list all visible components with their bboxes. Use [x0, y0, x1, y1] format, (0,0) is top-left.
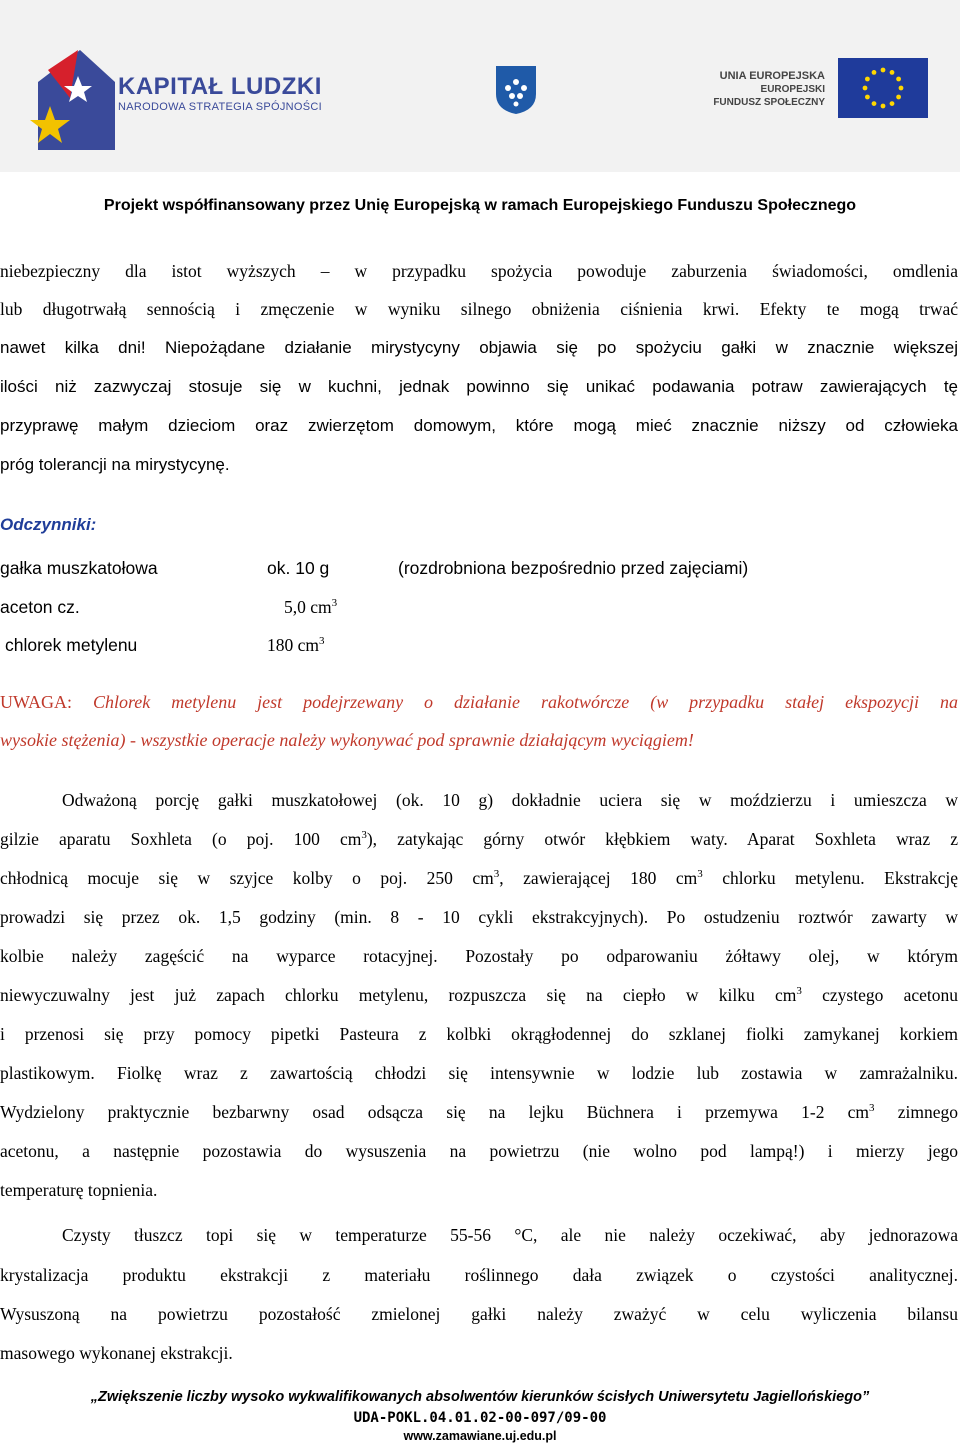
eu-line-3: FUNDUSZ SPOŁECZNY: [713, 97, 825, 108]
reagent-amount-exp: 3: [319, 635, 325, 648]
eu-star-icon: [865, 95, 870, 100]
eu-star-icon: [896, 95, 901, 100]
reagent-amount-value: 5,0 cm: [284, 597, 332, 617]
final-line: krystalizacja produktu ekstrakcji z materiału roślinnego dała związek o czystości analitycznej.: [0, 1265, 958, 1285]
final-line: Czysty tłuszcz topi się w temperaturze 55-56 °C, ale nie należy oczekiwać, aby jednorazowa: [62, 1225, 958, 1245]
intro-line: ilości niż zazwyczaj stosuje się w kuchni, jednak powinno się unikać podawania potraw zawierających tę: [0, 377, 958, 396]
warning-line: wysokie stężenia) - wszystkie operacje należy wykonywać pod sprawnie działającym wyciągiem!: [0, 730, 694, 750]
intro-line: nawet kilka dni! Niepożądane działanie mirystycyny objawia się po spożyciu gałki w znacznie większej: [0, 338, 958, 357]
eu-star-icon: [890, 70, 895, 75]
reagent-note: (rozdrobniona bezpośrednio przed zajęciami): [398, 558, 749, 578]
procedure-line: Wydzielony praktycznie bezbarwny osad odsącza się na lejku Büchnera i przemywa 1-2 $cm^3$ zimnego: [0, 1102, 958, 1122]
eu-star-icon: [865, 77, 870, 82]
procedure-line: kolbie należy zagęścić na wyparce rotacyjnej. Pozostały po odparowaniu żółtawy olej, w którym: [0, 946, 958, 966]
procedure-line: acetonu, a następnie pozostawia do wysuszenia na powietrzu (nie wolno pod lampą!) i mierzy jego: [0, 1141, 958, 1161]
kapital-ludzki-subtitle: NARODOWA STRATEGIA SPÓJNOŚCI: [118, 101, 322, 113]
footer-website: www.zamawiane.uj.edu.pl: [403, 1429, 557, 1443]
kapital-ludzki-title: KAPITAŁ LUDZKI: [118, 73, 322, 100]
eu-star-icon: [881, 104, 886, 109]
warning-label: UWAGA:: [0, 692, 72, 712]
reagent-amount-exp: 3: [331, 597, 338, 610]
intro-line: próg tolerancji na mirystycynę.: [0, 455, 230, 474]
eu-star-icon: [896, 77, 901, 82]
eu-star-icon: [881, 68, 886, 73]
final-line: Wysuszoną na powietrzu pozostałość zmielonej gałki należy zważyć w celu wyliczenia bilansu: [0, 1304, 958, 1324]
intro-line: przyprawę małym dzieciom oraz zwierzętom domowym, które mogą mieć znacznie niższy od człowieka: [0, 416, 958, 435]
procedure-line: prowadzi się przez ok. 1,5 godziny (min. 8 - 10 cykli ekstrakcyjnych). Po ostudzeniu roztwór zawarty w: [0, 907, 958, 927]
warning-text: Chlorek metylenu jest podejrzewany o działanie rakotwórcze (w przypadku stałej ekspozycji na: [72, 692, 958, 712]
reagent-name: chlorek metylenu: [5, 635, 138, 655]
procedure-line: temperaturę topnienia.: [0, 1180, 158, 1200]
footer-project-title: „Zwiększenie liczby wysoko wykwalifikowanych absolwentów kierunków ścisłych Uniwersytetu Jagiellońskiego”: [90, 1389, 870, 1405]
eu-line-2: EUROPEJSKI: [760, 84, 825, 95]
eu-star-icon: [899, 86, 904, 91]
uj-emblem-icon: [494, 64, 538, 116]
final-line: masowego wykonanej ekstrakcji.: [0, 1343, 233, 1363]
reagent-amount: ok. 10 g: [267, 558, 330, 578]
procedure-line: Odważoną porcję gałki muszkatołowej (ok. 10 g) dokładnie uciera się w moździerzu i umieszcza w: [62, 790, 958, 810]
warning-line: [0, 687, 958, 717]
eu-star-icon: [890, 101, 895, 106]
eu-star-icon: [872, 101, 877, 106]
reagents-heading: Odczynniki:: [0, 515, 97, 534]
reagent-name: gałka muszkatołowa: [0, 558, 158, 578]
eu-flag-icon: [838, 58, 928, 118]
reagent-amount: [284, 592, 337, 622]
eu-text-block: [713, 70, 825, 109]
procedure-line: plastikowym. Fiolkę wraz z zawartością chłodzi się intensywnie w lodzie lub zostawia w zamrażalniku.: [0, 1063, 958, 1083]
intro-line: lub długotrwałą sennością i zmęczenie w wyniku silnego obniżenia ciśnienia krwi. Efekty te mogą trwać: [0, 299, 958, 319]
eu-star-icon: [863, 86, 868, 91]
eu-star-icon: [872, 70, 877, 75]
footer-project-code: UDA-POKL.04.01.02-00-097/09-00: [353, 1410, 607, 1426]
procedure-line: i przenosi się przy pomocy pipetki Pasteura z kolbki okrągłodennej do szklanej fiolki zamykanej korkiem: [0, 1024, 958, 1044]
reagent-amount: [267, 630, 325, 660]
procedure-line: chłodnicą mocuje się w szyjce kolby o poj. 250 $cm^3$, zawierającej 180 $cm^3$ chlorku metylenu. Ekstrakcję: [0, 868, 958, 888]
eu-line-1: UNIA EUROPEJSKA: [719, 70, 825, 82]
reagent-name: aceton cz.: [0, 597, 80, 617]
intro-line: niebezpieczny dla istot wyższych – w przypadku spożycia powoduje zaburzenia świadomości, omdlenia: [0, 261, 958, 281]
reagent-amount-value: 180 cm: [267, 635, 320, 655]
project-caption: Projekt współfinansowany przez Unię Europejską w ramach Europejskiego Funduszu Społecznego: [103, 197, 857, 214]
procedure-line: gilzie aparatu Soxhleta (o poj. 100 $cm^3$), zatykając górny otwór kłębkiem waty. Aparat Soxhleta wraz z: [0, 829, 958, 849]
procedure-line: niewyczuwalny jest już zapach chlorku metylenu, rozpuszcza się na ciepło w kilku $cm^3$ czystego acetonu: [0, 985, 958, 1005]
